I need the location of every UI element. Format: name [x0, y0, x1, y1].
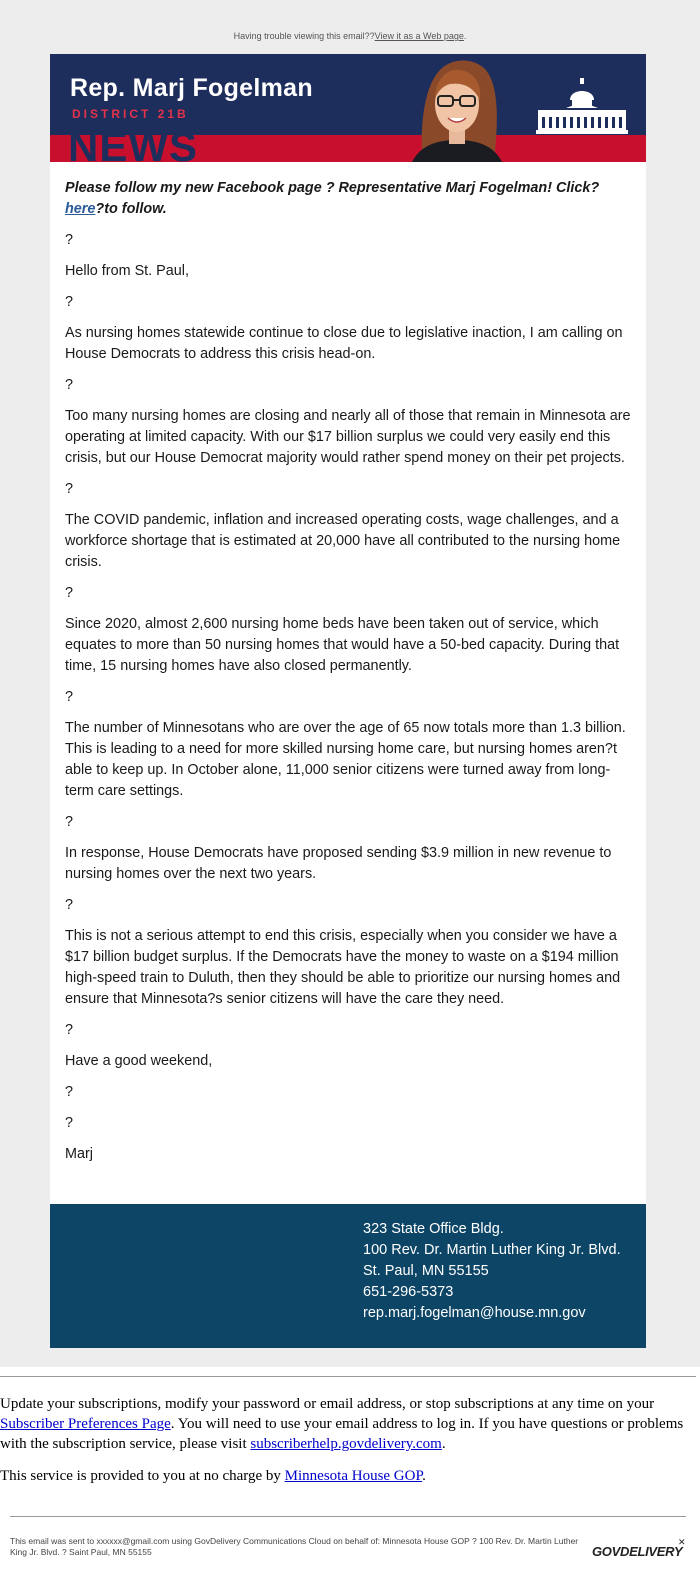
- divider: [0, 1376, 696, 1377]
- paragraph: In response, House Democrats have proposed sending $3.9 million in new revenue to nursing homes over the next two years.: [65, 845, 612, 882]
- paragraph: This is not a serious attempt to end this crisis, especially when you consider we have a $17 billion budget surplus. If the Democrats have the money to waste on a $194 million high-speed train to Duluth, then they should be able to prioritize our nursing homes and ensure that Minnesota?s senior citizens will have the care they need.: [65, 928, 621, 1007]
- address-line-1: 323 State Office Bldg.: [363, 1221, 504, 1237]
- paragraph: The number of Minnesotans who are over the age of 65 now totals more than 1.3 billion. This is leading to a need for more skilled nursing home care, but nursing homes aren?t able to keep up. In October alone, 11,000 senior citizens were turned away from long-term care settings.: [65, 720, 626, 799]
- paragraph: ?: [65, 1084, 74, 1100]
- subscription-info: [0, 1394, 700, 1498]
- service-text: This service is provided to you at no charge by: [0, 1468, 285, 1484]
- service-paragraph: [0, 1466, 700, 1486]
- greeting: Hello from St. Paul,: [65, 263, 189, 279]
- contact-footer: [50, 1204, 646, 1348]
- preheader-text: Having trouble viewing this email??: [233, 31, 375, 41]
- paragraph: ?: [65, 585, 74, 601]
- preheader-end: .: [463, 31, 467, 41]
- paragraph: ?: [65, 814, 74, 830]
- govdelivery-logo[interactable]: GOVDELIVERY: [592, 1544, 683, 1559]
- divider: [10, 1516, 686, 1517]
- paragraph: As nursing homes statewide continue to close due to legislative inaction, I am calling on House Democrats to address this crisis head-on.: [65, 325, 623, 362]
- fine-print: This email was sent to xxxxxx@gmail.com using GovDelivery Communications Cloud on behalf of: Minnesota House GOP ? 100 Rev. Dr. Martin Luther King Jr. Blvd. ? Saint Paul, MN 55155: [10, 1536, 579, 1557]
- subscriber-preferences-link[interactable]: Subscriber Preferences Page: [0, 1416, 171, 1432]
- portrait-photo: [402, 54, 512, 162]
- district-label: DISTRICT 21B: [72, 107, 189, 121]
- representative-name: Rep. Marj Fogelman: [70, 74, 313, 102]
- email-card: [50, 54, 646, 1204]
- address-line-2: 100 Rev. Dr. Martin Luther King Jr. Blvd.: [363, 1242, 621, 1258]
- paragraph: ?: [65, 377, 74, 393]
- paragraph: ?: [65, 232, 74, 248]
- minnesota-house-gop-link[interactable]: Minnesota House GOP: [284, 1468, 423, 1484]
- newsletter-banner: [50, 54, 646, 162]
- paragraph: ?: [65, 689, 74, 705]
- facebook-notice-text: Please follow my new Facebook page ? Representative Marj Fogelman! Click?: [65, 180, 600, 196]
- paragraph: ?: [65, 481, 74, 497]
- capitol-building-icon: [536, 78, 628, 134]
- paragraph: ?: [65, 294, 74, 310]
- news-wordmark: NEWS: [68, 123, 198, 162]
- facebook-notice-end: ?to follow.: [95, 201, 167, 217]
- paragraph: Too many nursing homes are closing and nearly all of those that remain in Minnesota are operating at limited capacity. With our $17 billion surplus we could very easily end this crisis, but our House Democrat majority would rather spend money on their pet projects.: [65, 408, 631, 466]
- email-body: [65, 178, 635, 1175]
- subscription-text: .: [441, 1436, 446, 1452]
- paragraph: The COVID pandemic, inflation and increased operating costs, wage challenges, and a workforce shortage that is estimated at 20,000 have all contributed to the nursing home crisis.: [65, 512, 621, 570]
- subscriber-help-link[interactable]: subscriberhelp.govdelivery.com: [250, 1436, 442, 1452]
- paragraph: Since 2020, almost 2,600 nursing home beds have been taken out of service, which equates to more than 50 nursing homes that would have a 50-bed capacity. During that time, 15 nursing homes have also closed permanently.: [65, 616, 620, 674]
- subscription-text: . You will need to use your email address to log in. If you have questions or problems with the subscription service, please visit: [0, 1416, 684, 1452]
- address-line-3: St. Paul, MN 55155: [363, 1263, 489, 1279]
- service-text: .: [422, 1468, 426, 1484]
- email-address[interactable]: rep.marj.fogelman@house.mn.gov: [363, 1305, 586, 1321]
- signature: Marj: [65, 1146, 93, 1162]
- preheader: [0, 31, 700, 41]
- phone-number: 651-296-5373: [363, 1284, 454, 1300]
- closing: Have a good weekend,: [65, 1053, 213, 1069]
- subscription-text: Update your subscriptions, modify your password or email address, or stop subscriptions at any time on your: [0, 1396, 655, 1412]
- subscription-paragraph: [0, 1394, 700, 1454]
- paragraph: ?: [65, 1115, 74, 1131]
- facebook-notice: [65, 178, 635, 220]
- paragraph: ?: [65, 1022, 74, 1038]
- view-web-page-link[interactable]: View it as a Web page: [374, 31, 464, 41]
- paragraph: ?: [65, 897, 74, 913]
- office-address: [363, 1219, 621, 1324]
- facebook-follow-link[interactable]: here: [65, 201, 96, 217]
- govdelivery-mark-icon: ✕: [678, 1537, 686, 1547]
